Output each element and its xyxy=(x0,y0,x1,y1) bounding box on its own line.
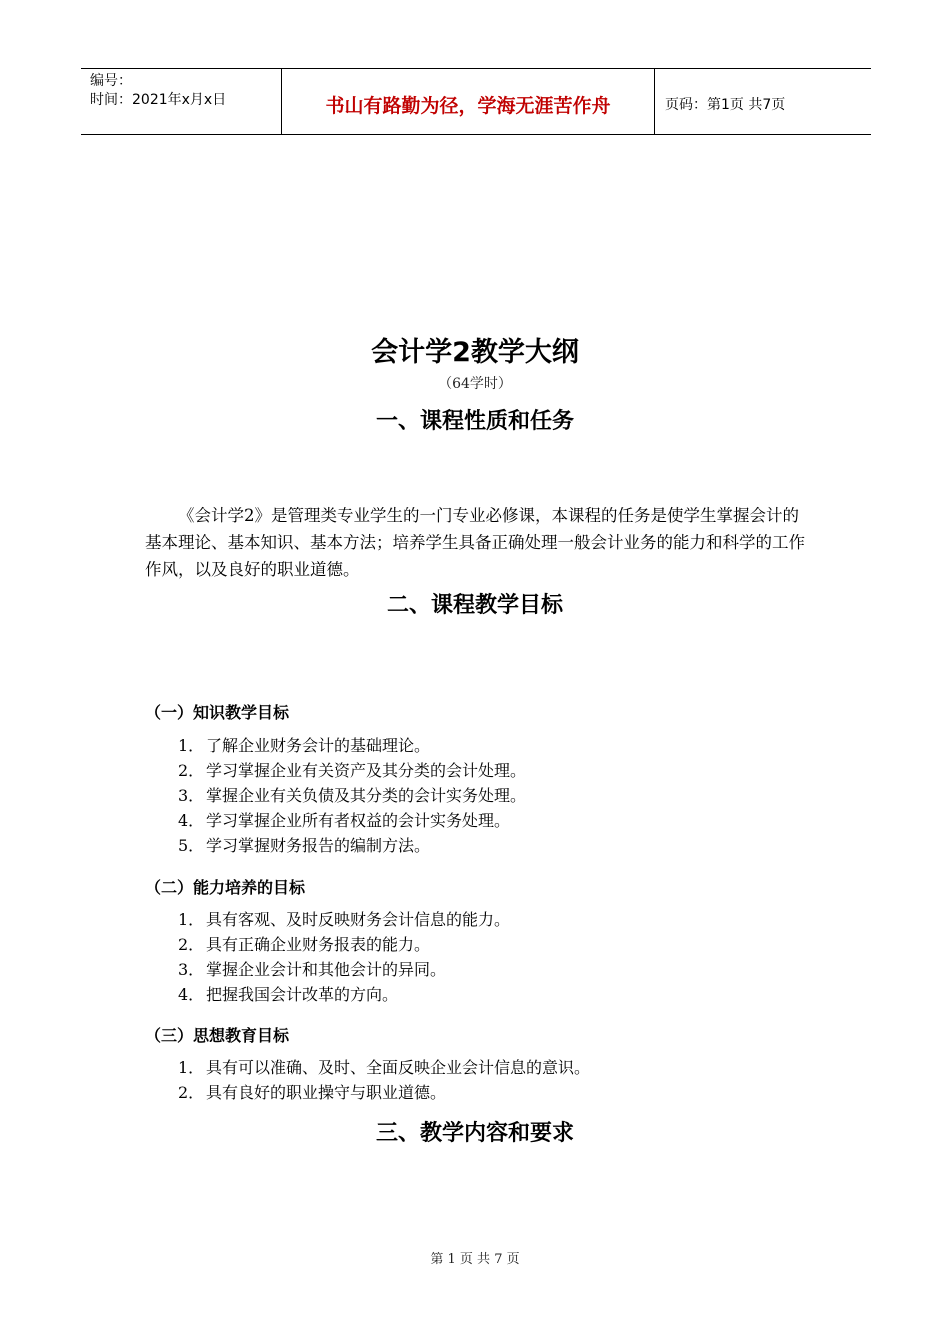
group3-title: （三）思想教育目标 xyxy=(145,1026,290,1045)
section1-paragraph: 《会计学2》是管理类专业学生的一门专业必修课，本课程的任务是使学生掌握会计的基本理论、基本知识、基本方法；培养学生具备正确处理一般会计业务的能力和科学的工作作风，以及良好的职业道德。 xyxy=(145,506,805,579)
list-item: 5． 学习掌握财务报告的编制方法。 xyxy=(178,836,431,855)
document-title: 会计学2教学大纲 xyxy=(371,337,579,368)
group1-title: （一）知识教学目标 xyxy=(145,703,290,722)
header-meta-cell xyxy=(81,69,282,134)
section3-heading: 三、教学内容和要求 xyxy=(375,1121,574,1146)
group3-list xyxy=(178,1055,590,1105)
list-item: 4． 学习掌握企业所有者权益的会计实务处理。 xyxy=(178,811,511,830)
list-item: 4． 把握我国会计改革的方向。 xyxy=(178,985,399,1004)
section2-heading: 二、课程教学目标 xyxy=(386,593,563,618)
group1-list xyxy=(178,733,526,858)
time-label: 时间：2021年x月x日 xyxy=(90,92,227,108)
list-item: 1． 了解企业财务会计的基础理论。 xyxy=(178,736,431,755)
list-item: 1． 具有客观、及时反映财务会计信息的能力。 xyxy=(178,910,511,929)
list-item: 2． 具有良好的职业操守与职业道德。 xyxy=(178,1083,447,1102)
document-subtitle: （64学时） xyxy=(438,376,512,392)
list-item: 1． 具有可以准确、及时、全面反映企业会计信息的意识。 xyxy=(178,1058,591,1077)
group2-title: （二）能力培养的目标 xyxy=(145,878,306,897)
list-item: 2． 学习掌握企业有关资产及其分类的会计处理。 xyxy=(178,761,527,780)
page-footer: 第 1 页 共 7 页 xyxy=(430,1252,520,1267)
list-item: 2． 具有正确企业财务报表的能力。 xyxy=(178,935,431,954)
header-page-info: 页码：第1页 共7页 xyxy=(665,96,786,113)
header-motto: 书山有路勤为径，学海无涯苦作舟 xyxy=(282,69,655,134)
group2-list xyxy=(178,907,510,1007)
list-item: 3． 掌握企业会计和其他会计的异同。 xyxy=(178,960,447,979)
section1-heading: 一、课程性质和任务 xyxy=(375,409,574,434)
number-label: 编号： xyxy=(90,73,132,89)
list-item: 3． 掌握企业有关负债及其分类的会计实务处理。 xyxy=(178,786,527,805)
header-table xyxy=(81,68,871,135)
